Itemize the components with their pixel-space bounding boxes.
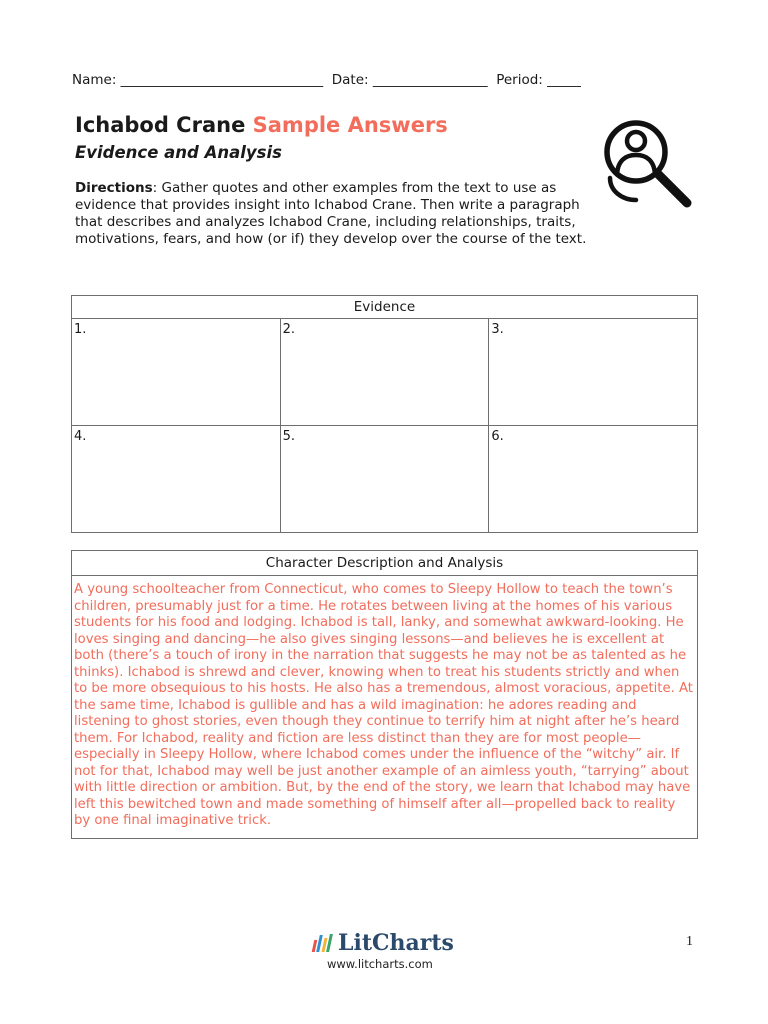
name-date-period-line[interactable]: Name: ______________________________ Date: _________________ Period: _____ <box>72 72 581 88</box>
evidence-header: Evidence <box>72 296 698 319</box>
evidence-table <box>71 295 698 533</box>
page-number: 1 <box>686 934 693 949</box>
evidence-cell-5[interactable]: 5. <box>280 426 489 533</box>
directions-label: Directions <box>75 180 153 196</box>
evidence-cell-4[interactable]: 4. <box>72 426 281 533</box>
title-main: Ichabod Crane <box>75 113 246 137</box>
magnifying-glass-person-icon <box>600 116 696 212</box>
page-title <box>75 113 448 137</box>
evidence-cell-6[interactable]: 6. <box>489 426 698 533</box>
title-accent: Sample Answers <box>252 113 448 137</box>
logo-text: LitCharts <box>338 930 454 956</box>
evidence-row <box>72 319 698 426</box>
evidence-cell-2[interactable]: 2. <box>280 319 489 426</box>
litcharts-logo[interactable] <box>313 930 454 956</box>
evidence-cell-3[interactable]: 3. <box>489 319 698 426</box>
directions-body: : Gather quotes and other examples from the text to use as evidence that provides insight into Ichabod Crane. Then write a paragraph that describes and analyzes Ichabod Crane, including relationships, traits, motivations, fears, and how (or if) they develop over the course of the text. <box>75 180 587 247</box>
directions-text <box>75 180 595 248</box>
character-analysis-body[interactable]: A young schoolteacher from Connecticut, who comes to Sleepy Hollow to teach the town’s children, presumably just for a time. He rotates between living at the homes of his various students for his food and lodging. Ichabod is tall, lanky, and somewhat awkward-looking. He loves singing and dancing—he also gives singing lessons—and believes he is excellent at both (there’s a touch of irony in the narration that suggests he may not be as talented as he thinks). Ichabod is shrewd and clever, knowing when to treat his students strictly and when to be more obsequious to his hosts. He also has a tremendous, almost voracious, appetite. At the same time, Ichabod is gullible and has a wild imagination: he adores reading and listening to ghost stories, even though they continue to terrify him at night after he’s heard them. For Ichabod, reality and fiction are less distinct than they are for most people—especially in Sleepy Hollow, where Ichabod comes under the influence of the “witchy” air. If not for that, Ichabod may well be just another example of an aimless youth, “tarrying” about with little direction or ambition. But, by the end of the story, we learn that Ichabod may have left this bewitched town and made something of himself after all—propelled back to reality by one final imaginative trick. <box>72 576 698 839</box>
character-analysis-header: Character Description and Analysis <box>72 551 698 576</box>
evidence-cell-1[interactable]: 1. <box>72 319 281 426</box>
page-subtitle: Evidence and Analysis <box>75 143 282 162</box>
footer-url-link[interactable]: www.litcharts.com <box>327 957 433 971</box>
character-analysis-table <box>71 550 698 839</box>
logo-bars-icon <box>313 934 333 952</box>
evidence-row <box>72 426 698 533</box>
